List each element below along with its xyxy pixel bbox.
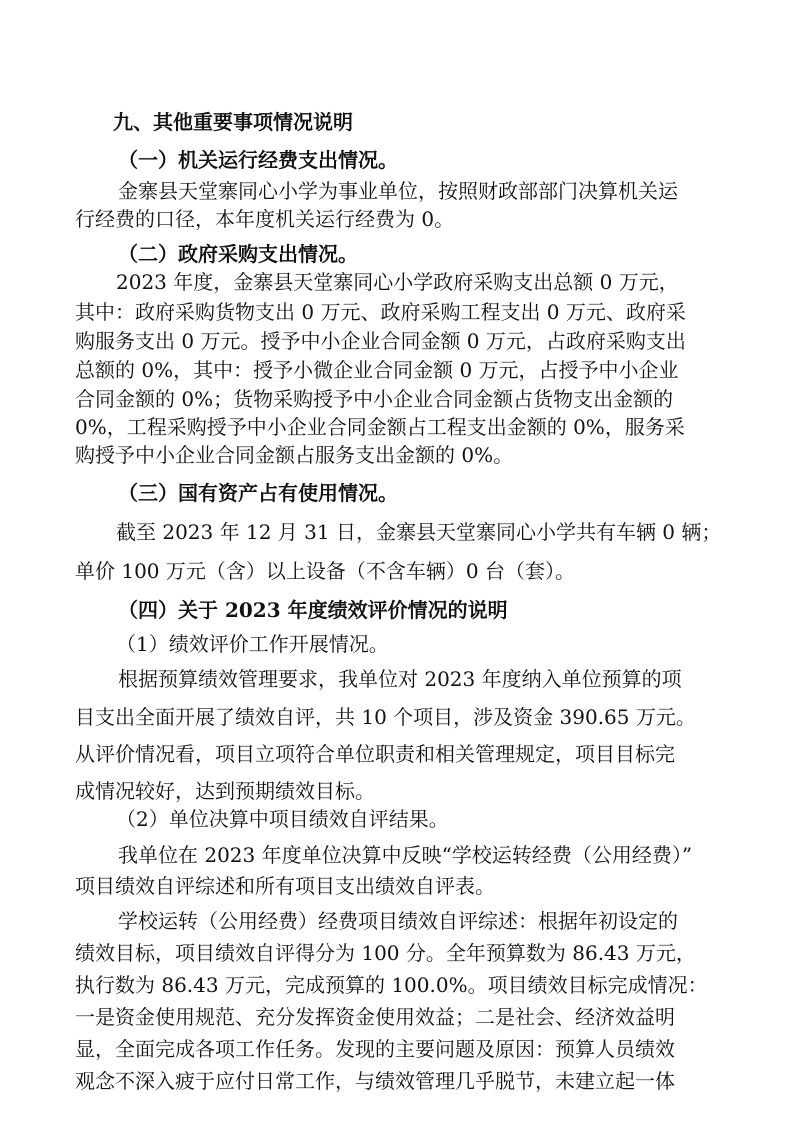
- paragraph-line: 从评价情况看，项目立项符合单位职责和相关管理规定，项目目标完: [75, 742, 675, 766]
- paragraph-line: 目支出全面开展了绩效自评，共 10 个项目，涉及资金 390.65 万元。: [75, 705, 696, 729]
- paragraph-line: 2023 年度，金寨县天堂寨同心小学政府采购支出总额 0 万元，: [116, 270, 679, 294]
- paragraph-line: 总额的 0%，其中：授予小微企业合同金额 0 万元，占授予中小企业: [75, 358, 679, 382]
- paragraph-line: 学校运转（公用经费）经费项目绩效自评综述：根据年初设定的: [118, 909, 678, 933]
- paragraph-line: 一是资金使用规范、充分发挥资金使用效益；二是社会、经济效益明: [75, 1005, 675, 1029]
- paragraph-line: 项目绩效自评综述和所有项目支出绩效自评表。: [75, 874, 495, 898]
- paragraph-line: 显，全面完成各项工作任务。发现的主要问题及原因：预算人员绩效: [75, 1037, 675, 1061]
- heading-operating-expenses: （一）机关运行经费支出情况。: [118, 148, 398, 172]
- heading-state-assets: （三）国有资产占有使用情况。: [118, 481, 398, 505]
- paragraph-line: 其中：政府采购货物支出 0 万元、政府采购工程支出 0 万元、政府采: [75, 300, 686, 324]
- section-title: 九、其他重要事项情况说明: [113, 110, 353, 134]
- paragraph-line: 金寨县天堂寨同心小学为事业单位，按照财政部部门决算机关运: [118, 179, 678, 203]
- subheading-evaluation-work: （1）绩效评价工作开展情况。: [116, 632, 389, 656]
- paragraph-line: 观念不深入疲于应付日常工作，与绩效管理几乎脱节，未建立起一体: [75, 1069, 675, 1093]
- paragraph-line: 购授予中小企业合同金额占服务支出金额的 0%。: [75, 443, 514, 467]
- paragraph-line: 单价 100 万元（含）以上设备（不含车辆）0 台（套）。: [75, 559, 575, 583]
- paragraph-line: 执行数为 86.43 万元，完成预算的 100.0%。项目绩效目标完成情况：: [75, 973, 708, 997]
- paragraph-line: 我单位在 2023 年度单位决算中反映“学校运转经费（公用经费）”: [118, 843, 693, 867]
- paragraph-line: 绩效目标，项目绩效自评得分为 100 分。全年预算数为 86.43 万元，: [75, 941, 696, 965]
- paragraph-line: 截至 2023 年 12 月 31 日，金寨县天堂寨同心小学共有车辆 0 辆；: [116, 520, 722, 544]
- heading-procurement: （二）政府采购支出情况。: [118, 242, 358, 266]
- paragraph-line: 合同金额的 0%；货物采购授予中小企业合同金额占货物支出金额的: [75, 387, 674, 411]
- paragraph-line: 0%，工程采购授予中小企业合同金额占工程支出金额的 0%，服务采: [75, 415, 685, 439]
- heading-performance-evaluation: （四）关于 2023 年度绩效评价情况的说明: [118, 598, 508, 622]
- paragraph-line: 根据预算绩效管理要求，我单位对 2023 年度纳入单位预算的项: [118, 667, 682, 691]
- paragraph-line: 行经费的口径，本年度机关运行经费为 0。: [75, 207, 455, 231]
- paragraph-line: 成情况较好，达到预期绩效目标。: [75, 779, 375, 803]
- subheading-self-evaluation-results: （2）单位决算中项目绩效自评结果。: [116, 807, 449, 831]
- paragraph-line: 购服务支出 0 万元。授予中小企业合同金额 0 万元，占政府采购支出: [75, 329, 686, 353]
